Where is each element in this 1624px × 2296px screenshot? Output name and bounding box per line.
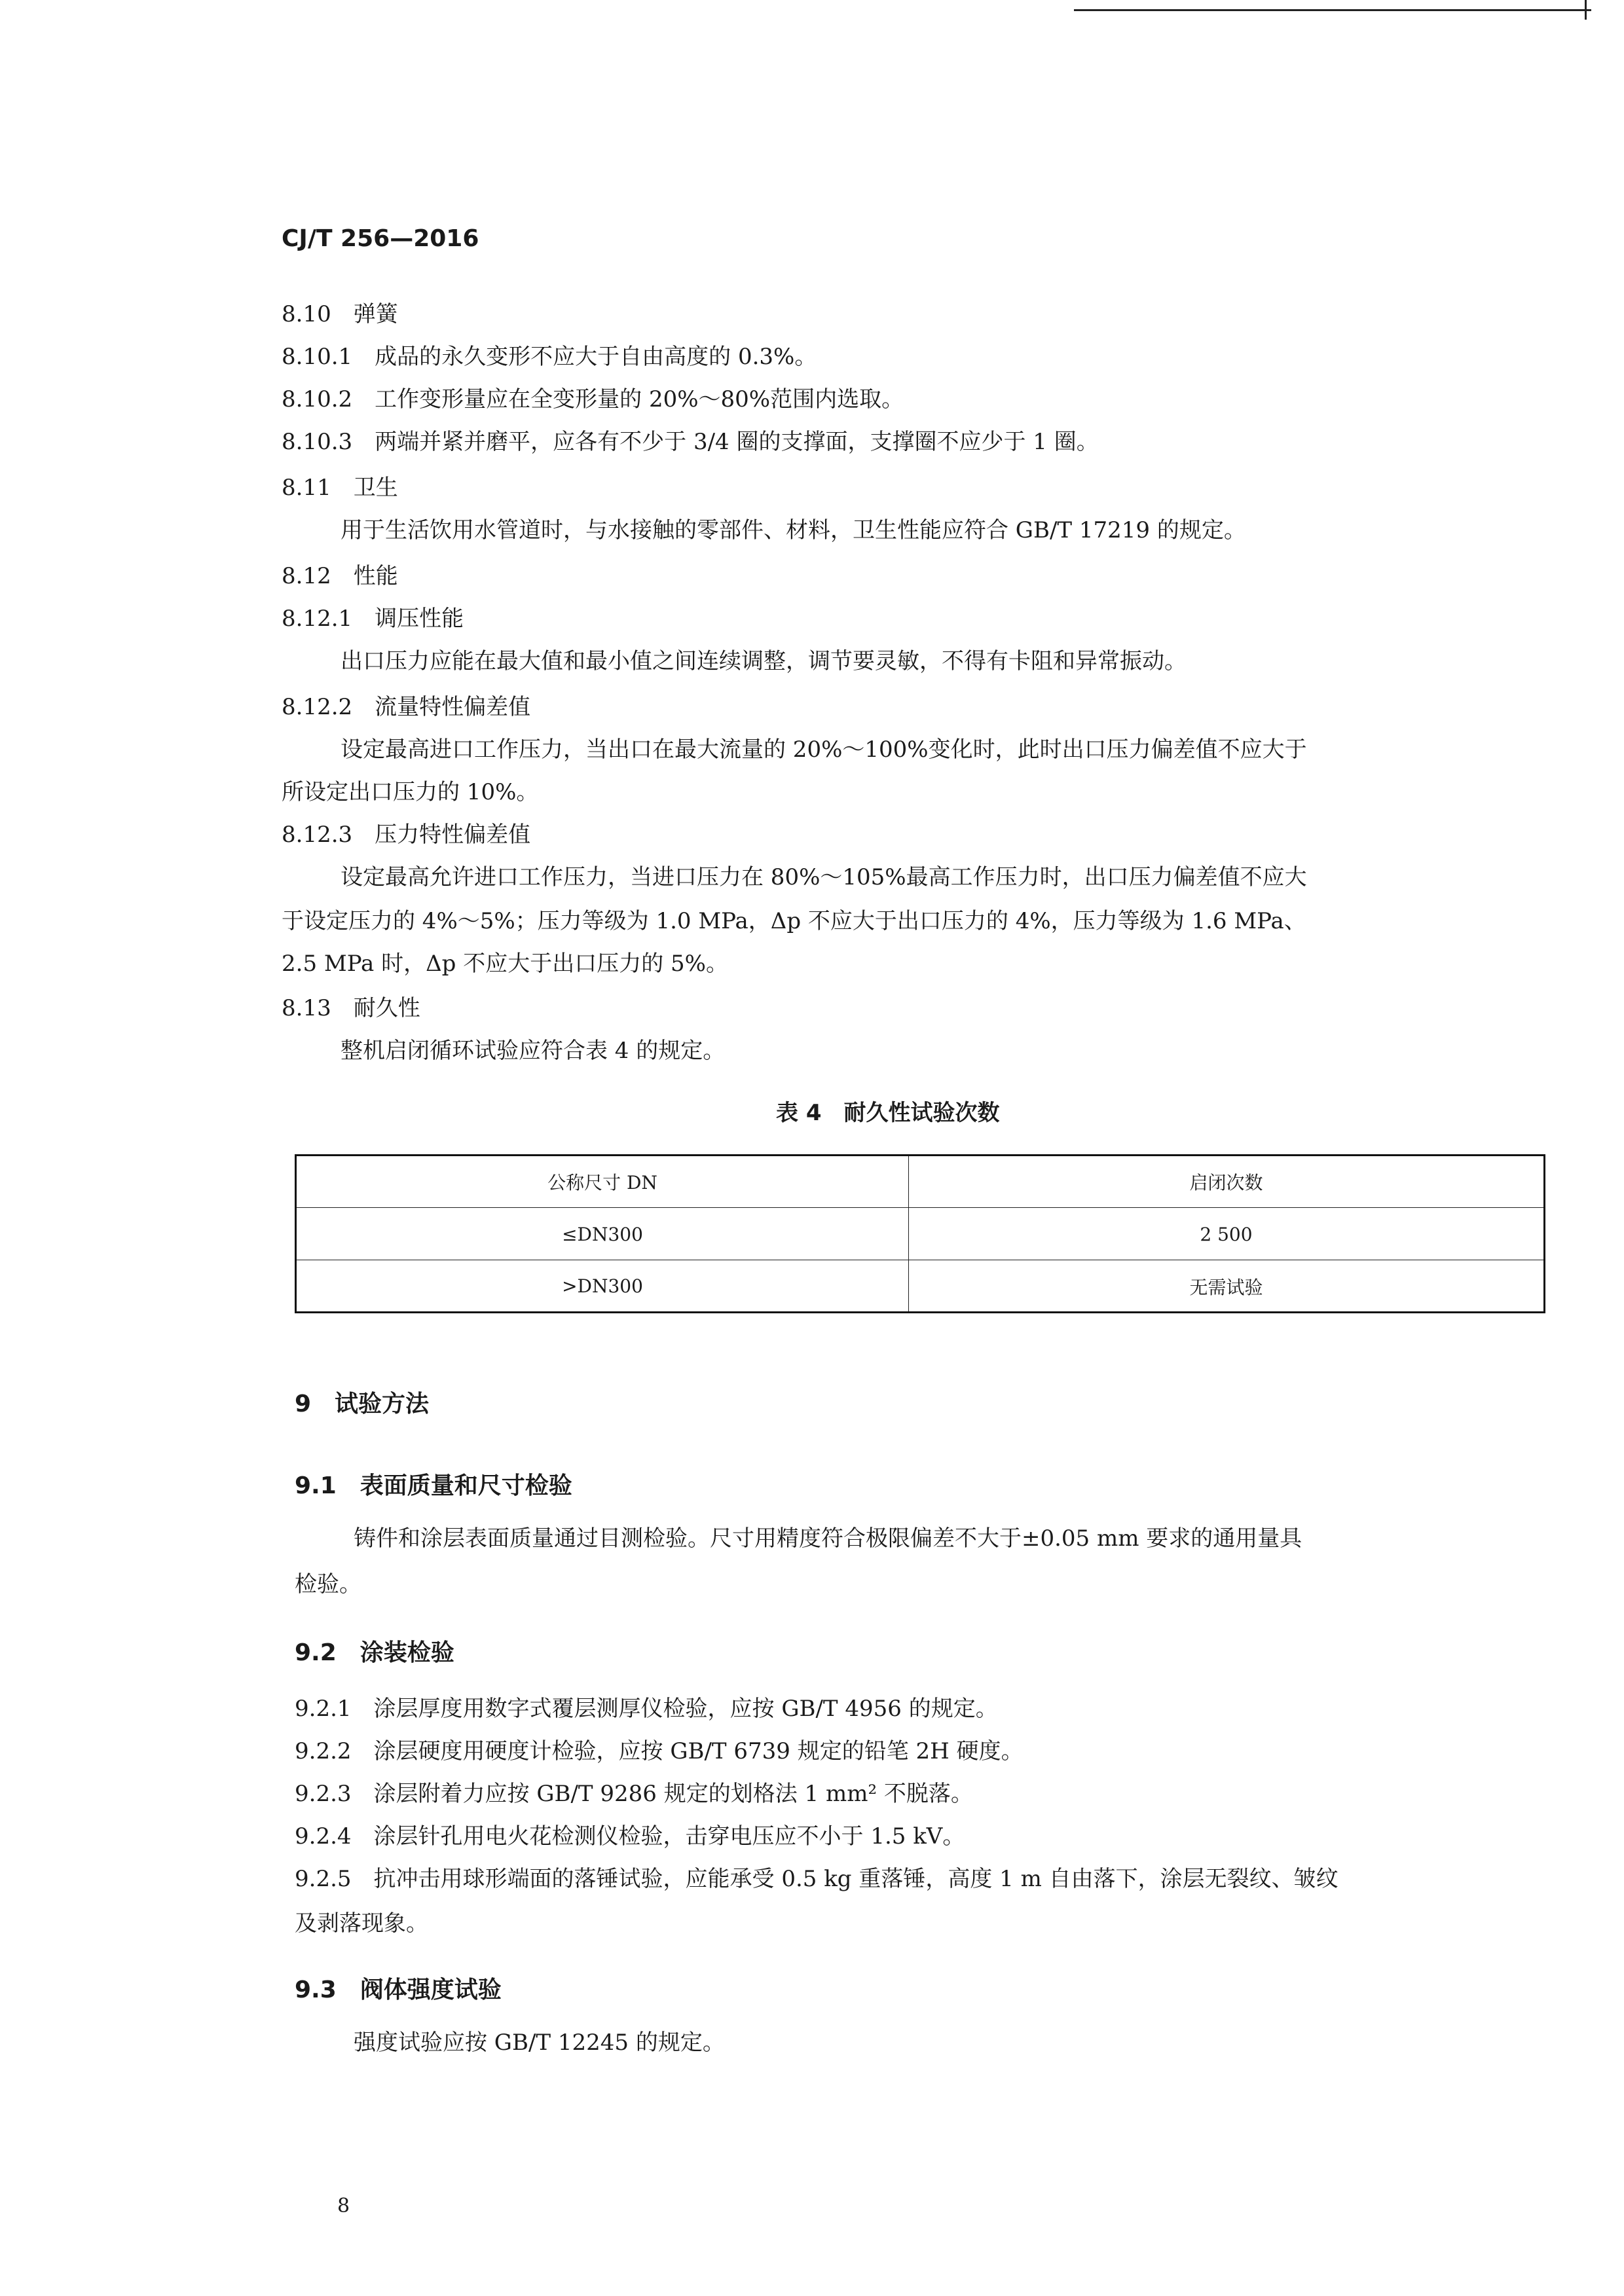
clause-8-10-2: 8.10.2 工作变形量应在全变形量的 20%～80%范围内选取。 [282, 386, 904, 412]
clause-9-2-5-line-2: 及剥落现象。 [295, 1910, 428, 1937]
clause-8-10-1: 8.10.1 成品的永久变形不应大于自由高度的 0.3%。 [282, 344, 817, 370]
heading-9-2: 9.2 涂装检验 [295, 1639, 454, 1666]
clause-8-12-1-body: 出口压力应能在最大值和最小值之间连续调整，调节要灵敏，不得有卡阻和异常振动。 [341, 648, 1187, 674]
clause-8-11-body: 用于生活饮用水管道时，与水接触的零部件、材料，卫生性能应符合 GB/T 17219 的规定。 [341, 517, 1246, 543]
clause-8-12-3-body-3: 2.5 MPa 时，Δp 不应大于出口压力的 5%。 [282, 951, 728, 977]
clause-9-1-body-2: 检验。 [295, 1571, 361, 1597]
clause-9-2-5-line-1: 9.2.5 抗冲击用球形端面的落锤试验，应能承受 0.5 kg 重落锤，高度 1 m 自由落下，涂层无裂纹、皱纹 [295, 1866, 1338, 1892]
table-header-nominal-size: 公称尺寸 DN [547, 1172, 657, 1194]
table-header-cycles: 启闭次数 [1189, 1172, 1263, 1194]
clause-9-2-2: 9.2.2 涂层硬度用硬度计检验，应按 GB/T 6739 规定的铅笔 2H 硬度。 [295, 1738, 1024, 1764]
heading-8-10: 8.10 弹簧 [282, 301, 398, 327]
clause-9-1-body-1: 铸件和涂层表面质量通过目测检验。尺寸用精度符合极限偏差不大于±0.05 mm 要求的通用量具 [354, 1525, 1302, 1552]
table-row [297, 1260, 1543, 1312]
clause-8-13-body: 整机启闭循环试验应符合表 4 的规定。 [341, 1038, 726, 1064]
scan-edge-line [1074, 9, 1591, 11]
page-number: 8 [337, 2195, 350, 2217]
clause-9-2-3: 9.2.3 涂层附着力应按 GB/T 9286 规定的划格法 1 mm² 不脱落。 [295, 1781, 973, 1807]
heading-8-11: 8.11 卫生 [282, 475, 398, 501]
heading-8-12-1: 8.12.1 调压性能 [282, 606, 464, 632]
heading-9-3: 9.3 阀体强度试验 [295, 1977, 502, 2003]
table-cell-size: >DN300 [562, 1275, 643, 1297]
table-cell-cycles: 2 500 [1200, 1223, 1253, 1245]
clause-8-12-3-body-1: 设定最高允许进口工作压力，当进口压力在 80%～105%最高工作压力时，出口压力偏差值不应大 [341, 864, 1307, 890]
document-id: CJ/T 256—2016 [282, 225, 479, 252]
clause-8-10-3: 8.10.3 两端并紧并磨平，应各有不少于 3/4 圈的支撑面，支撑圈不应少于 1 圈。 [282, 429, 1099, 455]
table-header-row [297, 1156, 1543, 1207]
table-caption: 表 4 耐久性试验次数 [776, 1100, 1000, 1126]
heading-9-1: 9.1 表面质量和尺寸检验 [295, 1472, 572, 1499]
heading-8-12-3: 8.12.3 压力特性偏差值 [282, 822, 531, 848]
clause-9-2-1: 9.2.1 涂层厚度用数字式覆层测厚仪检验，应按 GB/T 4956 的规定。 [295, 1696, 998, 1722]
clause-9-2-4: 9.2.4 涂层针孔用电火花检测仪检验，击穿电压应不小于 1.5 kV。 [295, 1823, 965, 1850]
heading-8-12: 8.12 性能 [282, 563, 398, 589]
clause-8-12-2-body-2: 所设定出口压力的 10%。 [282, 779, 539, 805]
table-cell-cycles: 无需试验 [1189, 1276, 1263, 1298]
durability-table [295, 1154, 1545, 1313]
heading-9: 9 试验方法 [295, 1391, 430, 1417]
table-cell-size: ≤DN300 [562, 1223, 643, 1245]
heading-8-13: 8.13 耐久性 [282, 995, 420, 1021]
scan-edge-mark [1585, 0, 1587, 20]
heading-8-12-2: 8.12.2 流量特性偏差值 [282, 694, 531, 720]
table-row [297, 1207, 1543, 1260]
clause-8-12-2-body-1: 设定最高进口工作压力，当出口在最大流量的 20%～100%变化时，此时出口压力偏差值不应大于 [341, 737, 1307, 763]
clause-8-12-3-body-2: 于设定压力的 4%～5%；压力等级为 1.0 MPa，Δp 不应大于出口压力的 4%，压力等级为 1.6 MPa、 [282, 908, 1306, 934]
clause-9-3-body: 强度试验应按 GB/T 12245 的规定。 [354, 2030, 725, 2056]
